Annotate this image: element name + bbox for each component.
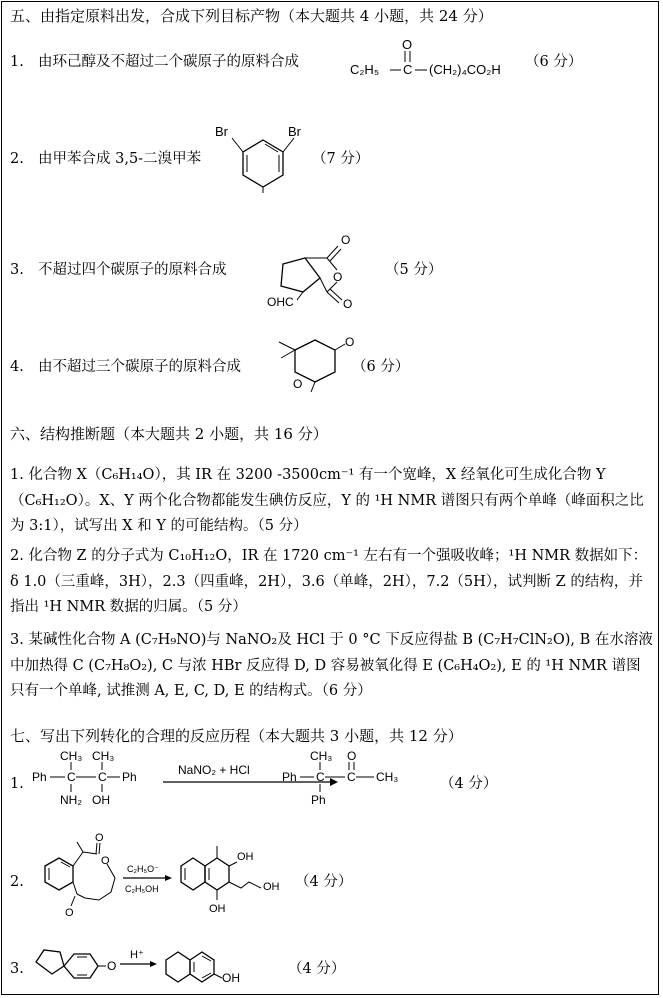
q2-br-left: Br: [215, 124, 228, 139]
r1-oh: OH: [92, 793, 110, 807]
r1-oxygen: O: [347, 749, 357, 763]
r1-ph-3: Ph: [282, 770, 297, 784]
r3-oh: OH: [222, 971, 240, 985]
svg-text:C: C: [403, 62, 413, 77]
r2-oxygen-3: O: [65, 907, 74, 919]
q4-oxygen-top: O: [345, 335, 355, 349]
q3-oxygen-top: O: [341, 233, 351, 247]
r2-oh-3: OH: [209, 903, 226, 915]
r2-oh-1: OH: [237, 851, 254, 863]
q2-br-right: Br: [288, 124, 301, 139]
r1-ch3-3: CH₃: [310, 749, 333, 763]
r2-reagent-top: C₂H₅O⁻: [127, 864, 159, 874]
r1-c1: C: [67, 770, 76, 784]
r1-ph-1: Ph: [32, 770, 47, 784]
section5-title: 五、由指定原料出发，合成下列目标产物（本大题共 4 小题，共 24 分）: [10, 7, 493, 25]
r1-scheme: [30, 750, 450, 810]
q3-ring-oxygen: O: [333, 270, 343, 284]
r2-number: 2.: [10, 874, 24, 890]
r1-nh2: NH₂: [60, 793, 82, 807]
r3-scheme: [32, 940, 272, 990]
q4-score: （6 分）: [352, 359, 410, 375]
r1-ch3-4: CH₃: [376, 770, 399, 784]
r1-score: （4 分）: [440, 776, 498, 792]
q1-number: 1.: [10, 54, 24, 70]
r2-reagent-bottom: C₂H₅OH: [125, 884, 159, 894]
r1-reagent: NaNO₂ + HCl: [178, 763, 250, 777]
r2-oxygen-2: O: [101, 855, 110, 867]
r2-score: （4 分）: [295, 874, 353, 890]
q3-text: 不超过四个碳原子的原料合成: [38, 262, 227, 278]
q2-score: （7 分）: [312, 151, 370, 167]
r3-number: 3.: [10, 961, 24, 977]
r1-c3: C: [316, 770, 325, 784]
r1-ph-2: Ph: [122, 770, 137, 784]
q2-text: 由甲苯合成 3,5-二溴甲苯: [38, 151, 202, 167]
r1-ch3-2: CH₃: [92, 749, 115, 763]
q3-score: （5 分）: [385, 262, 443, 278]
q1-score: （6 分）: [525, 54, 583, 70]
q3-cho-label: OHC: [267, 295, 294, 309]
r1-ph-4: Ph: [311, 793, 326, 807]
r2-scheme: [35, 830, 315, 920]
q2-structure: [212, 118, 312, 193]
q1-ethyl-label: C₂H₅: [350, 62, 380, 77]
q4-text: 由不超过三个碳原子的原料合成: [38, 359, 241, 375]
r3-oxygen: O: [107, 959, 117, 973]
r1-c2: C: [98, 770, 107, 784]
section6-title: 六、结构推断题（本大题共 2 小题，共 16 分）: [10, 425, 328, 443]
r3-score: （4 分）: [288, 961, 346, 977]
sec6-problem-1: 1. 化合物 X（C₆H₁₄O），其 IR 在 3200 -3500cm⁻¹ 有一个宽峰，X 经氧化可生成化合物 Y（C₆H₁₂O）。X、Y 两个化合物都能发生碘仿反应，Y 的 ¹H NMR 谱图只有两个单峰（峰面积之比为 3:1），试写出 X 和 Y 的可能结构。（5 分）: [10, 467, 644, 534]
section7-title: 七、写出下列转化的合理的反应历程（本大题共 3 小题，共 12 分）: [10, 727, 463, 745]
q4-structure: [265, 332, 360, 397]
q3-oxygen-bottom: O: [343, 297, 353, 311]
r1-ch3-1: CH₃: [60, 749, 83, 763]
q1-structure: [345, 35, 525, 85]
q4-number: 4.: [10, 359, 24, 375]
sec6-problem-3: 3. 某碱性化合物 A (C₇H₉NO)与 NaNO₂及 HCl 于 0 °C 下反应得盐 B (C₇H₇ClN₂O), B 在水溶液中加热得 C (C₇H₈O₂), C 与浓 HBr 反应得 D, D 容易被氧化得 E (C₆H₄O₂), E 的 ¹H NMR 谱图只有一个单峰, 试推测 A, E, C, D, E 的结构式。（6 分）: [10, 632, 653, 699]
r2-oh-2: OH: [263, 881, 280, 893]
r1-number: 1.: [10, 776, 24, 792]
r1-c4: C: [347, 770, 356, 784]
r3-reagent: H⁺: [130, 949, 144, 961]
q3-structure: [265, 226, 375, 311]
r2-oxygen-1: O: [95, 832, 104, 844]
q4-oxygen-bottom: O: [293, 377, 303, 391]
q3-number: 3.: [10, 262, 24, 278]
sec6-problem-2: 2. 化合物 Z 的分子式为 C₁₀H₁₂O，IR 在 1720 cm⁻¹ 左右有一个强吸收峰；¹H NMR 数据如下：δ 1.0（三重峰，3H），2.3（四重峰，2H），3.6（单峰，2H），7.2（5H），试判断 Z 的结构，并指出 ¹H NMR 数据的归属。（5 分）: [10, 548, 648, 615]
q1-chain-label: (CH₂)₄CO₂H: [429, 62, 501, 77]
q1-text: 由环己醇及不超过二个碳原子的原料合成: [38, 54, 299, 70]
q2-number: 2.: [10, 151, 24, 167]
q1-oxygen-label: O: [402, 37, 413, 52]
